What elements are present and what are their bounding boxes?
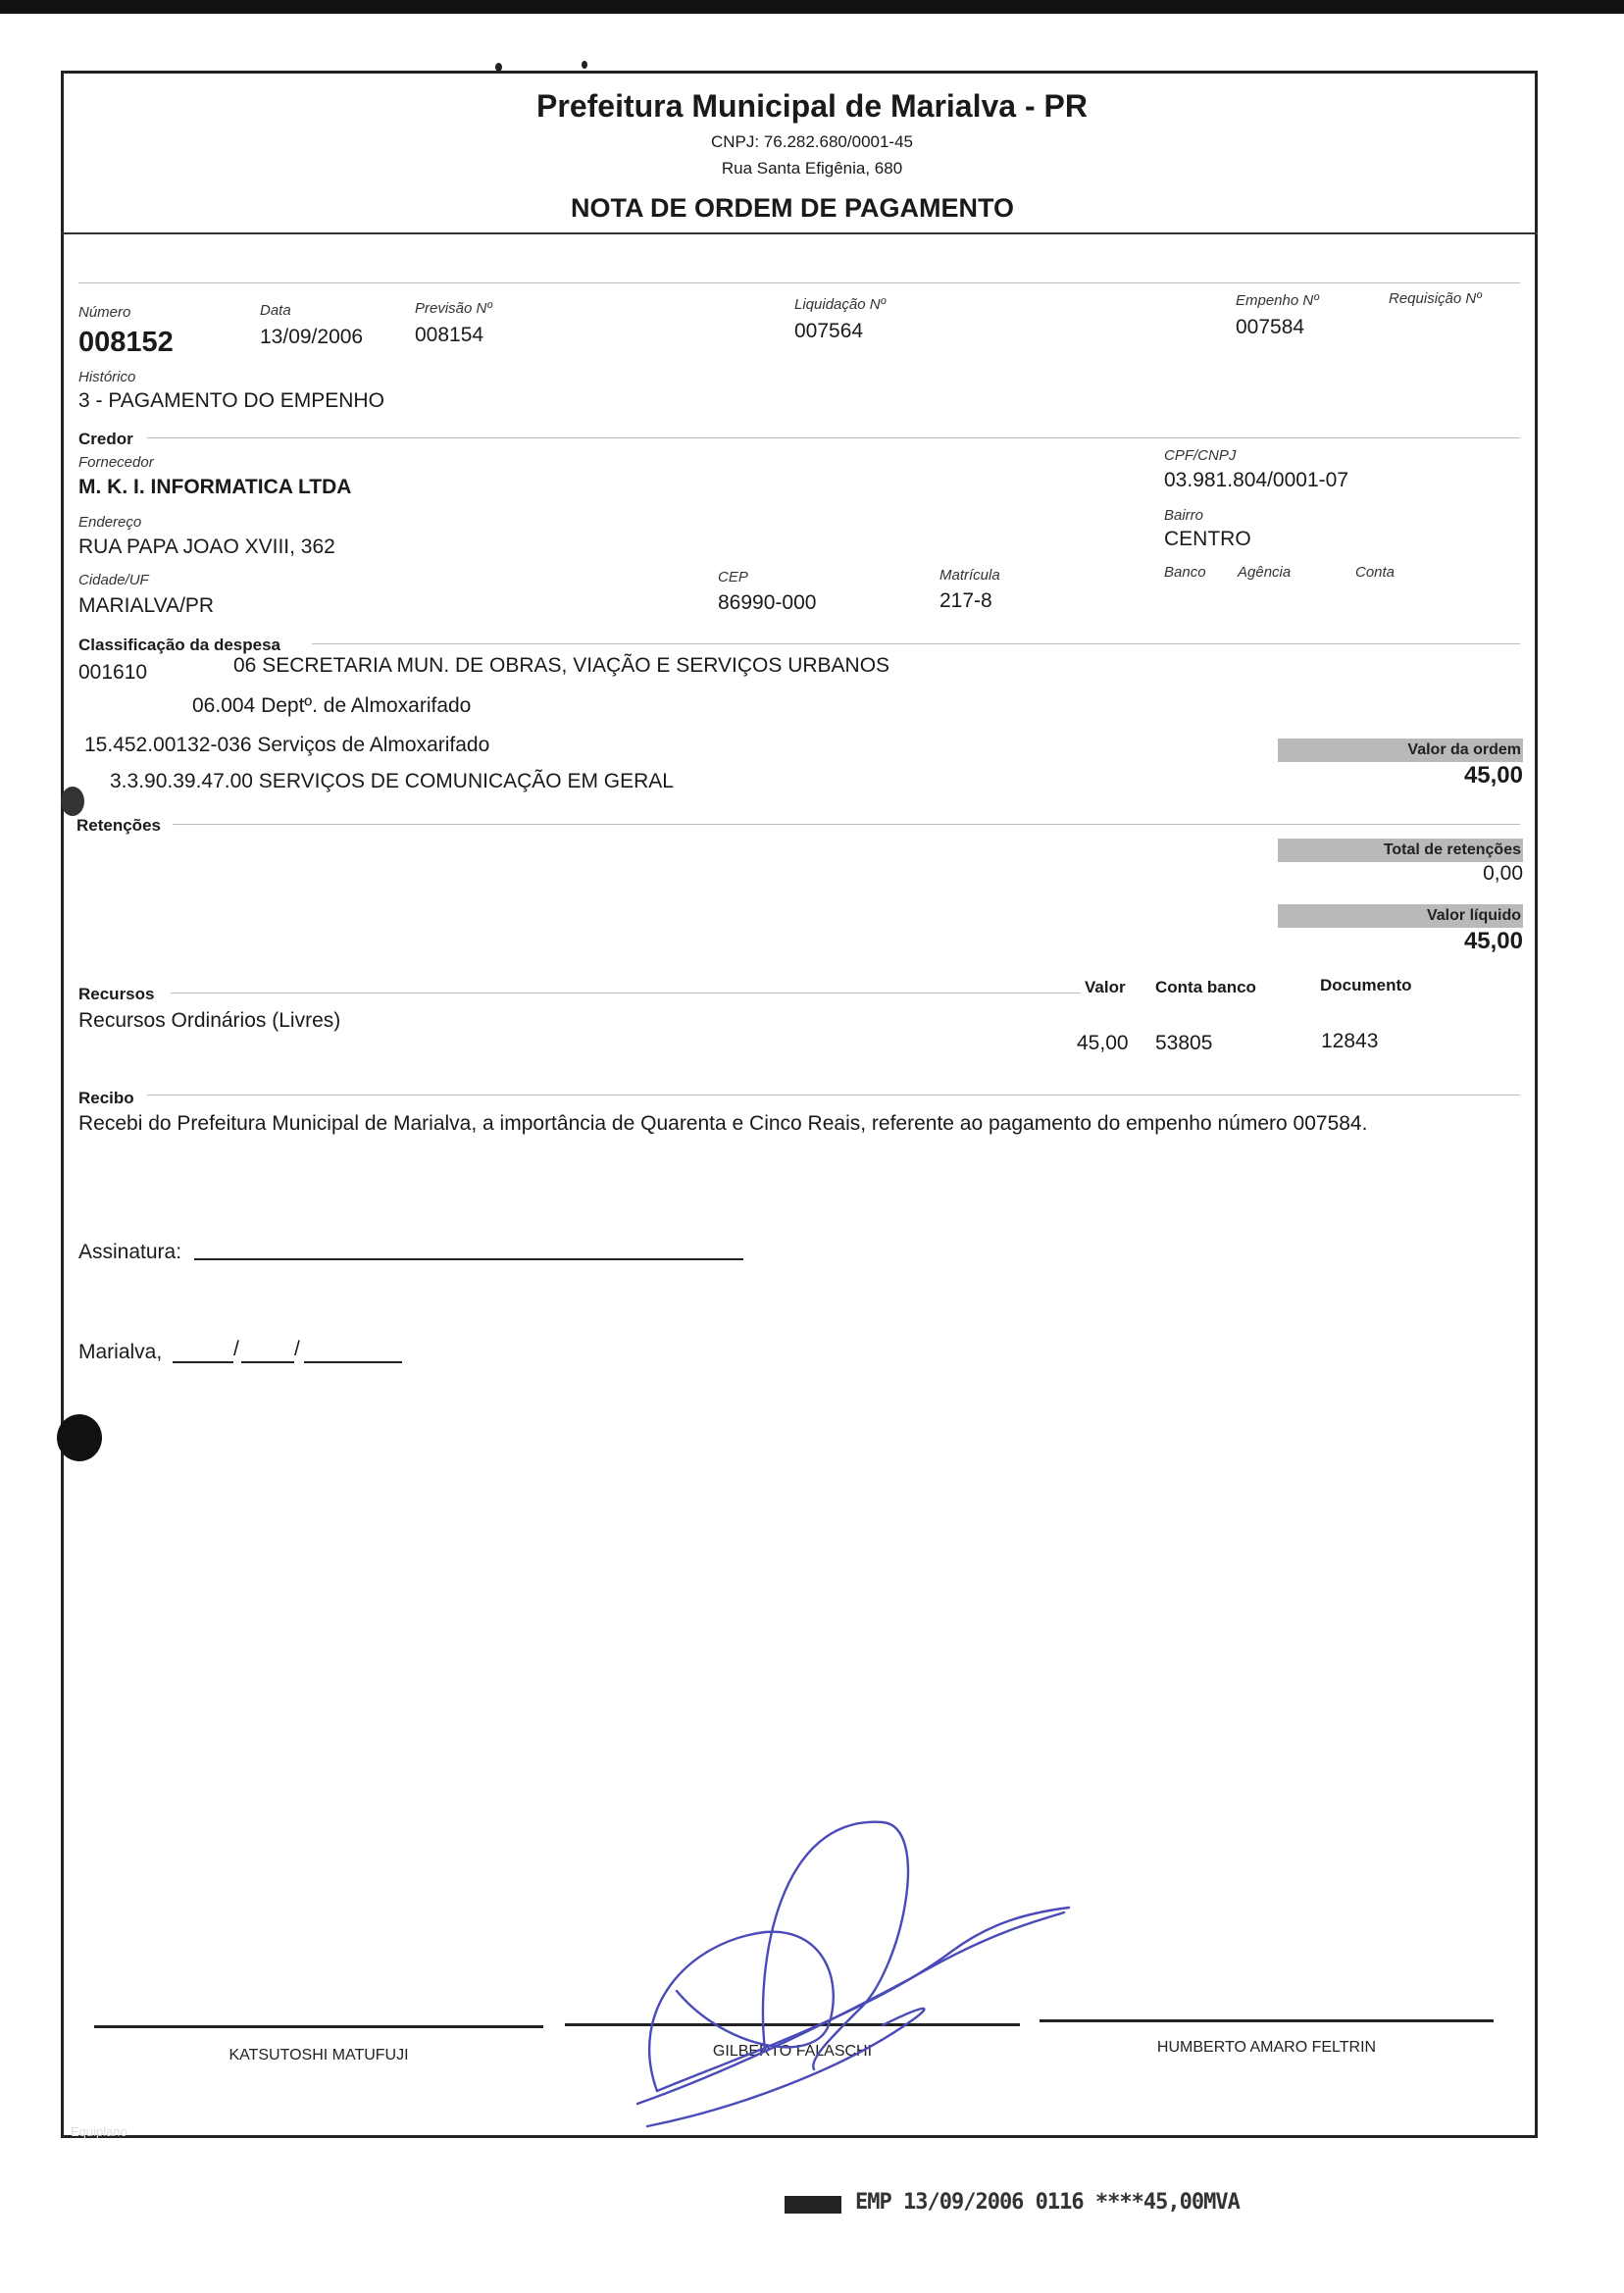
cidade-value: MARIALVA/PR xyxy=(78,594,215,617)
section-rule xyxy=(171,993,1081,994)
empenho-label: Empenho Nº xyxy=(1236,292,1319,309)
header-divider xyxy=(61,232,1538,234)
software-watermark: Equiplano xyxy=(71,2124,127,2139)
fornecedor-label: Fornecedor xyxy=(78,454,154,471)
valor-ordem-label: Valor da ordem xyxy=(1407,741,1521,758)
date-separator: / xyxy=(233,1338,239,1360)
numero-label: Número xyxy=(78,304,131,321)
signatory-name: GILBERTO FALASCHI xyxy=(712,2043,873,2060)
valor-ordem-bar xyxy=(1278,739,1523,762)
data-label: Data xyxy=(260,302,291,319)
section-rule xyxy=(312,643,1520,644)
recursos-valor: 45,00 xyxy=(1077,1032,1129,1054)
signatory-name: KATSUTOSHI MATUFUJI xyxy=(228,2047,409,2064)
mechanical-stamp xyxy=(785,2190,1240,2215)
banco-label: Banco xyxy=(1164,564,1206,581)
recursos-conta: 53805 xyxy=(1155,1032,1213,1054)
retencoes-heading: Retenções xyxy=(76,816,161,835)
page-title: Prefeitura Municipal de Marialva - PR xyxy=(536,88,1088,124)
assinatura-label: Assinatura: xyxy=(78,1241,182,1263)
valor-ordem-value: 45,00 xyxy=(1463,762,1523,789)
liquidacao-value: 007564 xyxy=(794,320,864,342)
previsao-value: 008154 xyxy=(415,324,484,346)
fornecedor-value: M. K. I. INFORMATICA LTDA xyxy=(78,476,352,498)
recibo-heading: Recibo xyxy=(78,1089,134,1107)
date-separator: / xyxy=(294,1338,300,1360)
recursos-documento-label: Documento xyxy=(1320,976,1412,994)
agencia-label: Agência xyxy=(1238,564,1292,581)
recursos-conta-label: Conta banco xyxy=(1155,978,1256,996)
date-day-line xyxy=(173,1361,233,1363)
bairro-label: Bairro xyxy=(1164,507,1204,524)
address: Rua Santa Efigênia, 680 xyxy=(721,159,903,178)
previsao-label: Previsão Nº xyxy=(415,300,492,317)
recursos-valor-label: Valor xyxy=(1085,978,1126,996)
requisicao-label: Requisição Nº xyxy=(1389,290,1482,307)
section-rule xyxy=(147,1095,1520,1096)
scan-top-edge xyxy=(0,0,1624,14)
total-retencoes-label: Total de retenções xyxy=(1383,841,1521,858)
cpf-label: CPF/CNPJ xyxy=(1164,447,1237,464)
cidade-label: Cidade/UF xyxy=(78,572,149,588)
signature-line xyxy=(94,2025,543,2028)
section-rule xyxy=(78,282,1520,283)
signature-line xyxy=(1040,2019,1494,2022)
section-rule xyxy=(147,437,1520,438)
punch-hole xyxy=(57,1414,102,1461)
empenho-value: 007584 xyxy=(1236,316,1305,338)
signatory-name: HUMBERTO AMARO FELTRIN xyxy=(1156,2039,1377,2056)
document-title: NOTA DE ORDEM DE PAGAMENTO xyxy=(570,193,1014,223)
recursos-descricao: Recursos Ordinários (Livres) xyxy=(78,1009,341,1032)
liquidacao-label: Liquidação Nº xyxy=(794,296,887,313)
date-month-line xyxy=(241,1361,294,1363)
historico-label: Histórico xyxy=(78,369,136,385)
punch-hole xyxy=(61,787,84,816)
classificacao-heading: Classificação da despesa xyxy=(78,636,281,654)
valor-liquido-value: 45,00 xyxy=(1463,928,1523,954)
matricula-value: 217-8 xyxy=(939,589,992,612)
cnpj: CNPJ: 76.282.680/0001-45 xyxy=(710,132,914,151)
historico-value: 3 - PAGAMENTO DO EMPENHO xyxy=(78,389,384,412)
endereco-value: RUA PAPA JOAO XVIII, 362 xyxy=(78,535,335,558)
local-label: Marialva, xyxy=(78,1341,163,1363)
recibo-text: Recebi do Prefeitura Municipal de Marialva, a importância de Quarenta e Cinco Reais, referente ao pagamento do empenho número 007584. xyxy=(78,1112,1368,1135)
section-rule xyxy=(173,824,1520,825)
total-retencoes-value: 0,00 xyxy=(1483,862,1523,885)
stamp-text: EMP 13/09/2006 0116 ****45,00MVA xyxy=(855,2190,1240,2215)
scan-speck xyxy=(582,61,587,69)
date-year-line xyxy=(304,1361,402,1363)
cep-label: CEP xyxy=(718,569,748,586)
conta-label: Conta xyxy=(1355,564,1396,581)
assinatura-line xyxy=(194,1258,743,1260)
handwritten-signature xyxy=(618,1814,1079,2138)
classificacao-line1: 06 SECRETARIA MUN. DE OBRAS, VIAÇÃO E SERVIÇOS URBANOS xyxy=(233,654,890,677)
recursos-documento: 12843 xyxy=(1321,1030,1379,1052)
data-value: 13/09/2006 xyxy=(260,326,364,348)
endereco-label: Endereço xyxy=(78,514,142,531)
valor-liquido-bar xyxy=(1278,904,1523,928)
numero-value: 008152 xyxy=(78,327,174,358)
classificacao-line3: 15.452.00132-036 Serviços de Almoxarifado xyxy=(84,734,490,756)
total-retencoes-bar xyxy=(1278,839,1523,862)
classificacao-line2: 06.004 Deptº. de Almoxarifado xyxy=(192,694,472,717)
bairro-value: CENTRO xyxy=(1164,528,1251,550)
stamp-logo-icon xyxy=(785,2196,841,2214)
cpf-value: 03.981.804/0001-07 xyxy=(1164,469,1349,491)
cep-value: 86990-000 xyxy=(718,591,817,614)
valor-liquido-label: Valor líquido xyxy=(1426,907,1521,924)
classificacao-line4: 3.3.90.39.47.00 SERVIÇOS DE COMUNICAÇÃO EM GERAL xyxy=(110,770,674,792)
classificacao-code: 001610 xyxy=(78,661,148,684)
recursos-heading: Recursos xyxy=(78,985,155,1003)
credor-heading: Credor xyxy=(78,430,133,448)
matricula-label: Matrícula xyxy=(939,567,1000,584)
